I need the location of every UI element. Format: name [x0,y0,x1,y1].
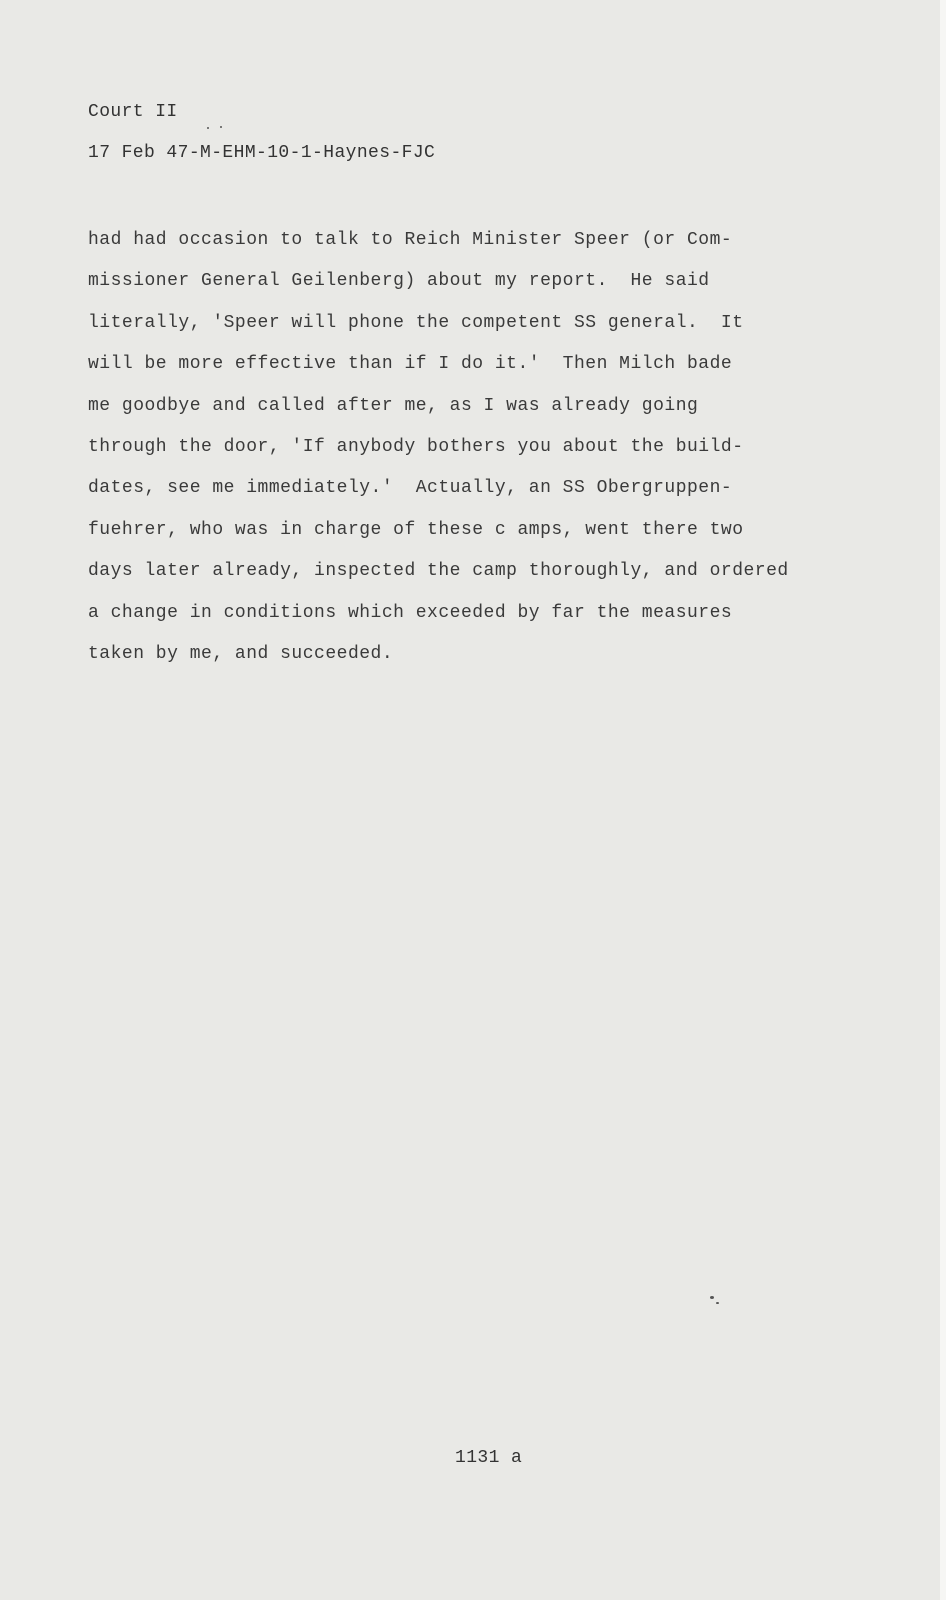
transcript-body [88,220,888,675]
transcript-line: will be more effective than if I do it.' Then Milch bade [88,354,733,375]
ink-speck [716,1302,719,1304]
transcript-line: missioner General Geilenberg) about my report. He said [88,271,710,292]
ink-speck [207,127,209,129]
page-edge [940,0,946,1600]
ink-speck [220,126,222,128]
court-heading: Court II [88,102,178,122]
transcript-line: fuehrer, who was in charge of these c amps, went there two [88,519,744,540]
transcript-line: days later already, inspected the camp thoroughly, and ordered [88,561,789,582]
transcript-line: had had occasion to talk to Reich Minister Speer (or Com- [88,230,733,250]
transcript-line: dates, see me immediately.' Actually, an SS Obergruppen- [88,478,733,499]
transcript-line: a change in conditions which exceeded by far the measures [88,602,733,623]
session-reference: 17 Feb 47-M-EHM-10-1-Haynes-FJC [88,143,436,163]
ink-speck [710,1296,714,1299]
transcript-line: literally, 'Speer will phone the competent SS general. It [88,312,744,333]
transcript-line: through the door, 'If anybody bothers you about the build- [88,436,744,457]
transcript-line: me goodbye and called after me, as I was already going [88,395,699,416]
page-number: 1131 a [455,1448,523,1468]
transcript-line: taken by me, and succeeded. [88,643,394,664]
